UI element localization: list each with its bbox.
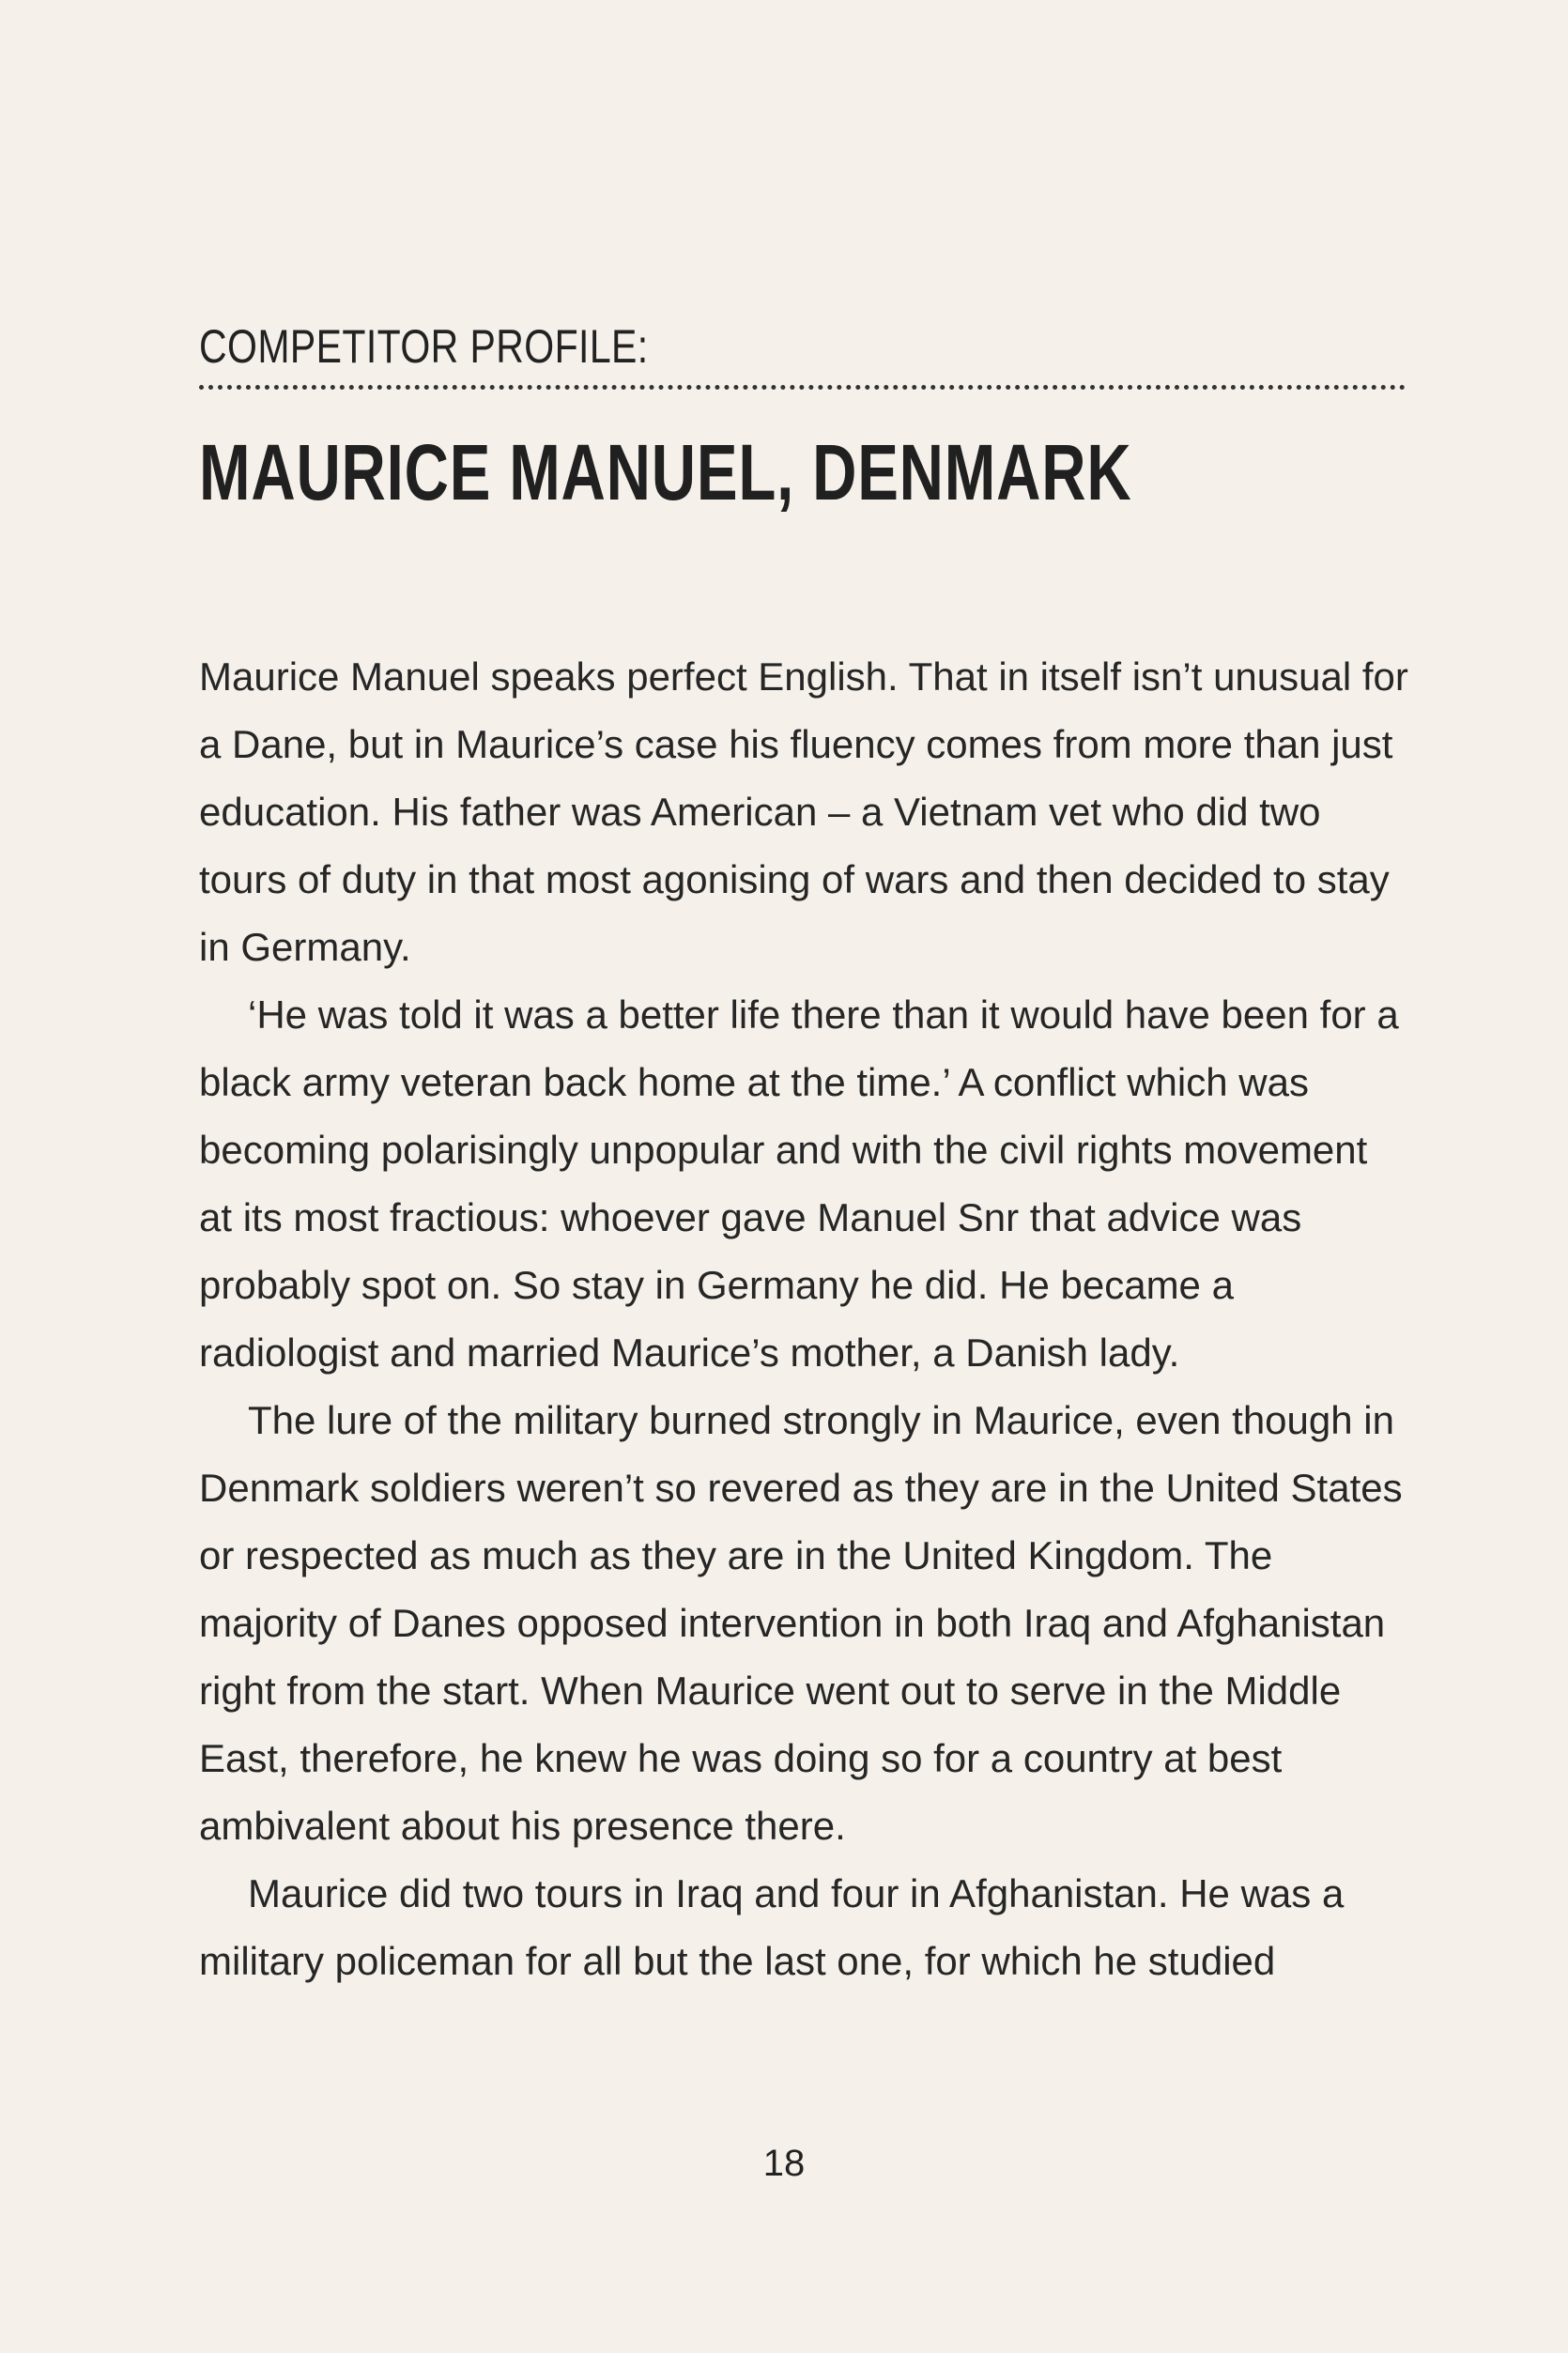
body-text: [199, 643, 1410, 1995]
dotted-divider: [199, 385, 1406, 390]
paragraph-3: The lure of the military burned strongly in Maurice, even though in Denmark soldiers weren’t so revered as they are in the United States or respected as much as they are in the United Kingdom. The majority of Danes opposed intervention in both Iraq and Afghanistan right from the start. When Maurice went out to serve in the Middle East, therefore, he knew he was doing so for a country at best ambivalent about his presence there.: [199, 1398, 1403, 1848]
paragraph-4: Maurice did two tours in Iraq and four in Afghanistan. He was a military policeman for all but the last one, for which he studied: [199, 1871, 1345, 1983]
paragraph-1: Maurice Manuel speaks perfect English. That in itself isn’t unusual for a Dane, but in Maurice’s case his fluency comes from more than just education. His father was American – a Vietnam vet who did two tours of duty in that most agonising of wars and then decided to stay in Germany.: [199, 654, 1408, 969]
paragraph-2: ‘He was told it was a better life there than it would have been for a black army veteran back home at the time.’ A conflict which was becoming polarisingly unpopular and with the civil rights movement at its most fractious: whoever gave Manuel Snr that advice was probably spot on. So stay in Germany he did. He became a radiologist and married Maurice’s mother, a Danish lady.: [199, 992, 1399, 1375]
page-number: 18: [762, 2143, 806, 2184]
section-kicker: COMPETITOR PROFILE:: [199, 320, 649, 373]
profile-title: MAURICE MANUEL, DENMARK: [199, 428, 1132, 516]
